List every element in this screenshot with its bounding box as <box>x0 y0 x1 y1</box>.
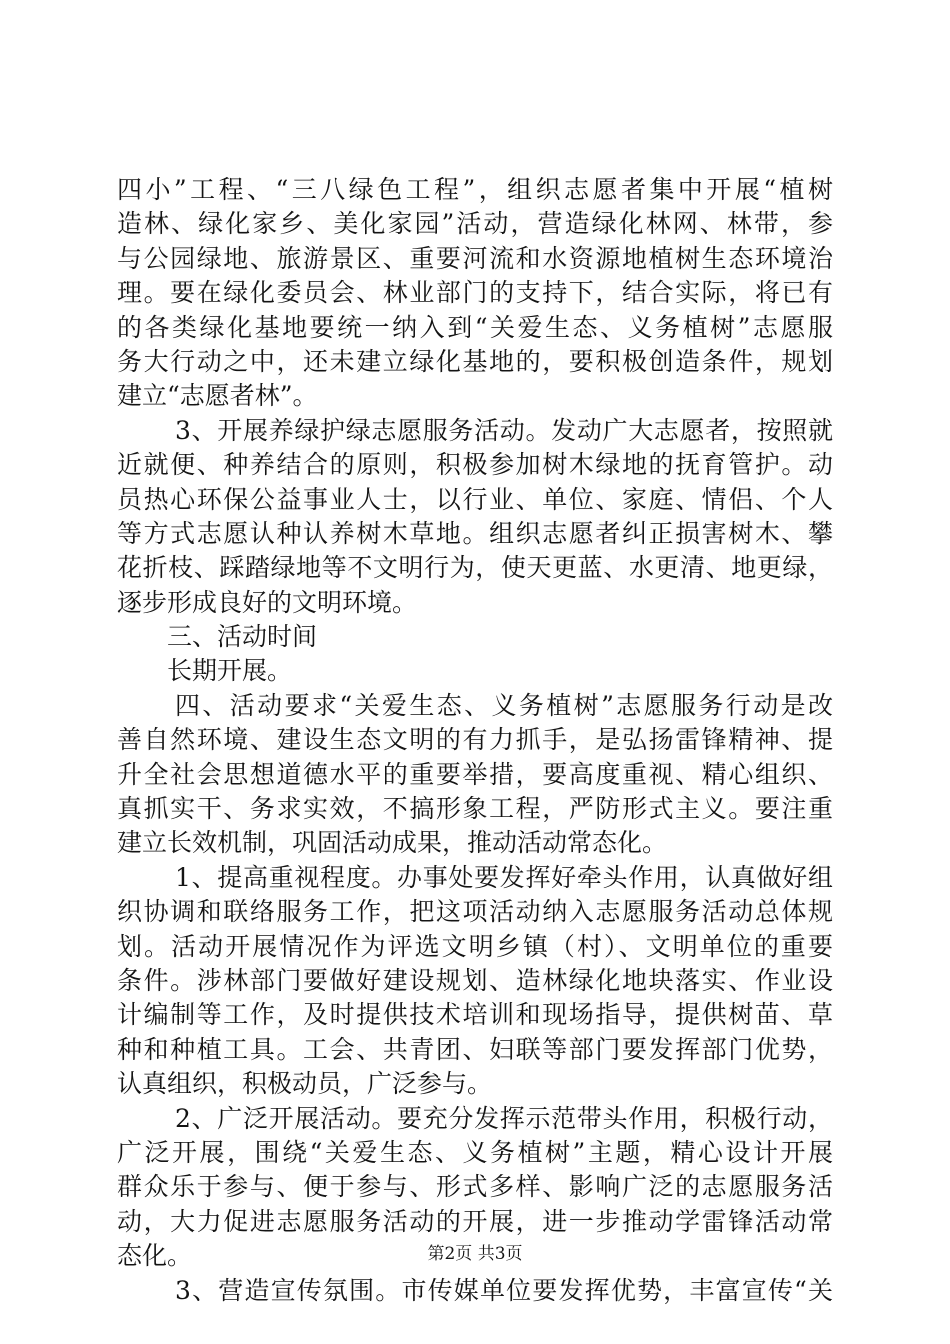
document-body <box>0 173 950 1308</box>
text-line: 广泛开展，围绕“关爱生态、义务植树”主题，精心设计开展 <box>117 1137 833 1167</box>
text-line: 善自然环境、建设生态文明的有力抓手，是弘扬雷锋精神、提 <box>117 725 833 755</box>
page-footer <box>0 1243 950 1265</box>
text-line: 务大行动之中，还未建立绿化基地的，要积极创造条件，规划 <box>117 346 833 376</box>
text-line: 等方式志愿认种认养树木草地。组织志愿者纠正损害树木、攀 <box>117 518 833 548</box>
text-line: 3、开展养绿护绿志愿服务活动。发动广大志愿者，按照就 <box>175 415 833 445</box>
text-line: 1、提高重视程度。办事处要发挥好牵头作用，认真做好组 <box>175 862 833 892</box>
text-line: 3、营造宣传氛围。市传媒单位要发挥优势，丰富宣传“关 <box>175 1275 833 1305</box>
section-heading: 三、活动时间 <box>167 622 318 652</box>
text-line: 种和种植工具。工会、共青团、妇联等部门要发挥部门优势， <box>117 1034 833 1064</box>
text-line: 2、广泛开展活动。要充分发挥示范带头作用，积极行动， <box>175 1103 833 1133</box>
text-line: 与公园绿地、旅游景区、重要河流和水资源地植树生态环境治 <box>117 243 833 273</box>
text-line: 升全社会思想道德水平的重要举措，要高度重视、精心组织、 <box>117 759 833 789</box>
text-line: 逐步形成良好的文明环境。 <box>117 587 418 617</box>
text-line: 真抓实干、务求实效，不搞形象工程，严防形式主义。要注重 <box>117 794 833 824</box>
text-line: 态化。 <box>117 1241 193 1271</box>
text-line: 建立“志愿者林”。 <box>117 381 318 411</box>
text-line: 理。要在绿化委员会、林业部门的支持下，结合实际，将已有 <box>117 278 833 308</box>
text-line: 花折枝、踩踏绿地等不文明行为，使天更蓝、水更清、地更绿， <box>117 553 833 583</box>
text-line: 建立长效机制，巩固活动成果，推动活动常态化。 <box>117 828 668 858</box>
text-line: 长期开展。 <box>167 656 293 686</box>
text-line: 造林、绿化家乡、美化家园”活动，营造绿化林网、林带，参 <box>117 209 833 239</box>
text-line: 条件。涉林部门要做好建设规划、造林绿化地块落实、作业设 <box>117 965 833 995</box>
text-line: 近就便、种养结合的原则，积极参加树木绿地的抚育管护。动 <box>117 450 833 480</box>
text-line: 计编制等工作，及时提供技术培训和现场指导，提供树苗、草 <box>117 1000 833 1030</box>
text-line: 划。活动开展情况作为评选文明乡镇（村）、文明单位的重要 <box>117 931 833 961</box>
text-line: 的各类绿化基地要统一纳入到“关爱生态、义务植树”志愿服 <box>117 312 833 342</box>
text-line: 群众乐于参与、便于参与、形式多样、影响广泛的志愿服务活 <box>117 1172 833 1202</box>
text-line: 动，大力促进志愿服务活动的开展，进一步推动学雷锋活动常 <box>117 1206 833 1236</box>
text-line: 员热心环保公益事业人士，以行业、单位、家庭、情侣、个人 <box>117 484 833 514</box>
text-line: 四小”工程、“三八绿色工程”，组织志愿者集中开展“植树 <box>117 175 833 204</box>
page-indicator: 第2页 共3页 <box>427 1244 523 1264</box>
text-line: 认真组织，积极动员，广泛参与。 <box>117 1069 493 1099</box>
text-line: 四、活动要求“关爱生态、义务植树”志愿服务行动是改 <box>175 690 833 720</box>
text-line: 织协调和联络服务工作，把这项活动纳入志愿服务活动总体规 <box>117 897 833 927</box>
